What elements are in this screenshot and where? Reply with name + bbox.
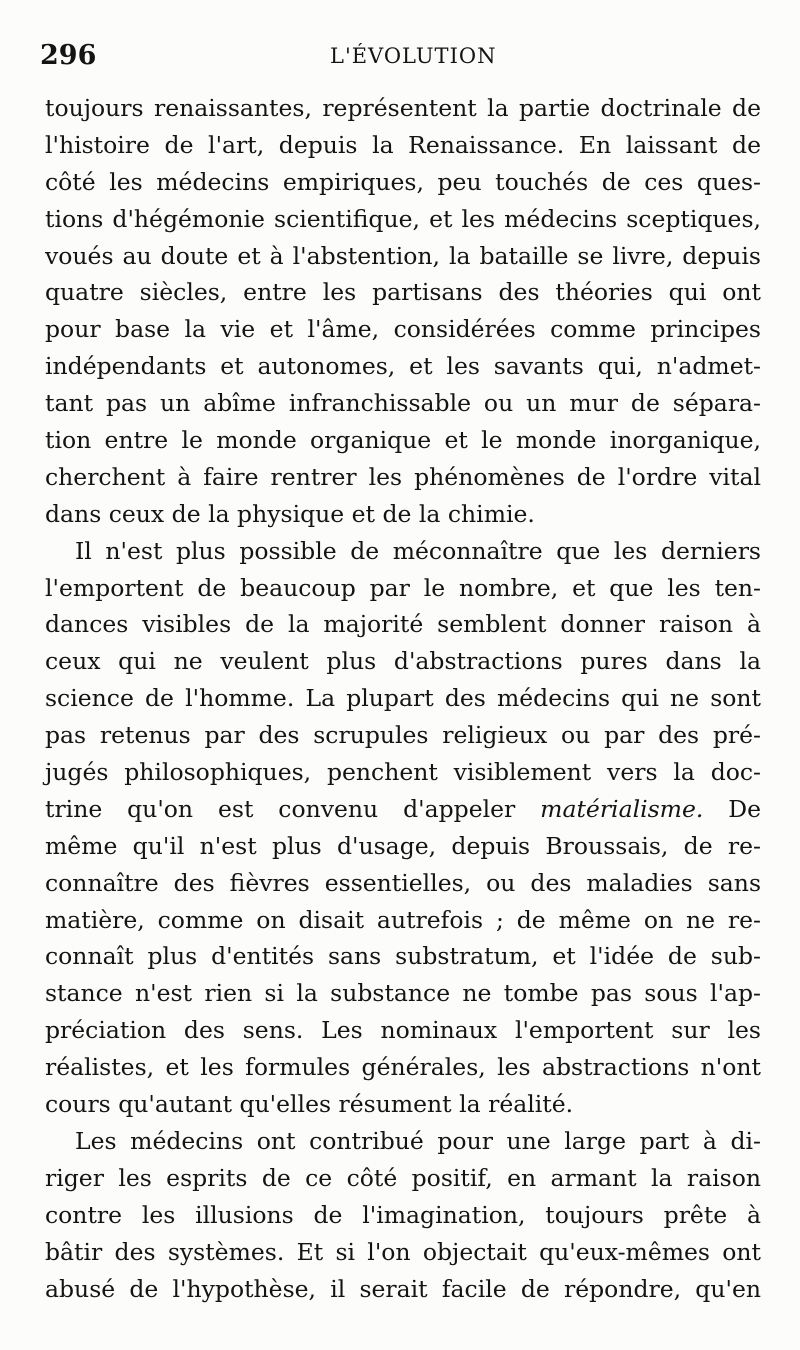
text-line: indépendants et autonomes, et les savants qui, n'admet- bbox=[45, 352, 761, 381]
running-head bbox=[40, 40, 760, 76]
text-line: Il n'est plus possible de méconnaître que les derniers bbox=[75, 536, 761, 565]
text-line: jugés philosophiques, penchent visiblement vers la doc- bbox=[45, 758, 761, 787]
text-run: trine qu'on est convenu d'appeler bbox=[45, 794, 541, 823]
text-line: pas retenus par des scrupules religieux ou par des pré- bbox=[45, 721, 761, 750]
text-line: réalistes, et les formules générales, les abstractions n'ont bbox=[45, 1053, 761, 1082]
paragraph-1 bbox=[45, 90, 761, 533]
text-line: voués au doute et à l'abstention, la bataille se livre, depuis bbox=[45, 241, 761, 270]
text-line: ceux qui ne veulent plus d'abstractions pures dans la bbox=[45, 647, 761, 676]
text-line: tion entre le monde organique et le monde inorganique, bbox=[45, 426, 761, 455]
text-line: connaître des fièvres essentielles, ou des maladies sans bbox=[45, 868, 761, 897]
text-line: dans ceux de la physique et de la chimie. bbox=[45, 499, 535, 528]
text-line-with-italic bbox=[45, 791, 761, 828]
page-number: 296 bbox=[40, 40, 97, 71]
text-line: tions d'hégémonie scientifique, et les médecins sceptiques, bbox=[45, 204, 761, 233]
body-text bbox=[45, 90, 761, 1307]
paragraph-2 bbox=[45, 533, 761, 1123]
italic-term: matérialisme. bbox=[540, 794, 704, 823]
text-line: cherchent à faire rentrer les phénomènes de l'ordre vital bbox=[45, 462, 761, 491]
text-line: dances visibles de la majorité semblent donner raison à bbox=[45, 610, 761, 639]
text-line: l'histoire de l'art, depuis la Renaissance. En laissant de bbox=[45, 130, 761, 159]
text-run: De bbox=[703, 794, 761, 823]
running-title: L'ÉVOLUTION bbox=[330, 44, 497, 68]
text-line: bâtir des systèmes. Et si l'on objectait qu'eux-mêmes ont bbox=[45, 1237, 761, 1266]
text-line: tant pas un abîme infranchissable ou un mur de sépara- bbox=[45, 389, 761, 418]
text-line: côté les médecins empiriques, peu touchés de ces ques- bbox=[45, 167, 761, 196]
text-line: abusé de l'hypothèse, il serait facile de répondre, qu'en bbox=[45, 1274, 761, 1303]
text-line: science de l'homme. La plupart des médecins qui ne sont bbox=[45, 684, 761, 713]
text-line: quatre siècles, entre les partisans des théories qui ont bbox=[45, 278, 761, 307]
text-line: Les médecins ont contribué pour une large part à di- bbox=[75, 1126, 761, 1155]
text-line: cours qu'autant qu'elles résument la réalité. bbox=[45, 1090, 574, 1119]
text-line: riger les esprits de ce côté positif, en armant la raison bbox=[45, 1163, 761, 1192]
text-line: même qu'il n'est plus d'usage, depuis Broussais, de re- bbox=[45, 831, 761, 860]
text-line: connaît plus d'entités sans substratum, et l'idée de sub- bbox=[45, 942, 761, 971]
text-line: matière, comme on disait autrefois ; de même on ne re- bbox=[45, 905, 761, 934]
text-line: l'emportent de beaucoup par le nombre, et que les ten- bbox=[45, 573, 761, 602]
text-line: stance n'est rien si la substance ne tombe pas sous l'ap- bbox=[45, 979, 761, 1008]
text-line: préciation des sens. Les nominaux l'emportent sur les bbox=[45, 1016, 761, 1045]
text-line: pour base la vie et l'âme, considérées comme principes bbox=[45, 315, 761, 344]
text-line: toujours renaissantes, représentent la partie doctrinale de bbox=[45, 94, 761, 122]
text-line: contre les illusions de l'imagination, toujours prête à bbox=[45, 1200, 761, 1229]
paragraph-3 bbox=[45, 1123, 761, 1307]
